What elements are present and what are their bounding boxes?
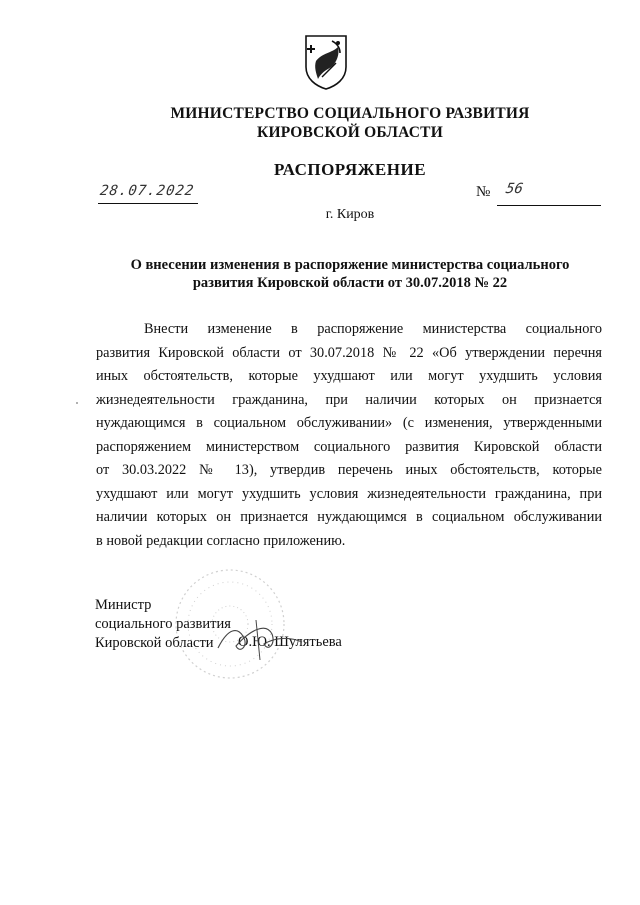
body-line: ухудшают или могут ухудшить условия жизнедеятельности гражданина, при: [96, 485, 602, 502]
body-line: распоряжением министерством социального развития Кировской области: [96, 438, 602, 455]
subject-line-2: развития Кировской области от 30.07.2018 № 22: [192, 275, 508, 291]
body-line: в новой редакции согласно приложению.: [96, 532, 346, 549]
signer-title-3: Кировской области: [95, 635, 214, 651]
body-line: жизнедеятельности гражданина, при наличии которых он признается: [96, 391, 602, 408]
signer-title-2: социального развития: [95, 616, 231, 632]
subject-line-1: О внесении изменения в распоряжение министерства социального: [130, 257, 570, 273]
body-line: нуждающимся в социальном обслуживании» (с изменения, утвержденными: [96, 415, 602, 431]
document-number: 56: [504, 181, 525, 197]
ministry-line-1: МИНИСТЕРСТВО СОЦИАЛЬНОГО РАЗВИТИЯ: [170, 105, 530, 122]
date-underline: [98, 203, 198, 204]
number-label: №: [476, 184, 491, 200]
city: г. Киров: [325, 207, 375, 222]
margin-dot-icon: [74, 400, 80, 406]
document-type: РАСПОРЯЖЕНИЕ: [273, 160, 427, 179]
signer-title-1: Министр: [95, 597, 152, 613]
body-line: от 30.03.2022 № 13), утвердив перечень иных обстоятельств, которые: [96, 462, 602, 478]
body-paragraph: [96, 318, 602, 553]
body-line: Внести изменение в распоряжение министерства социального: [144, 321, 602, 337]
body-line: развития Кировской области от 30.07.2018 № 22 «Об утверждении перечня: [96, 344, 602, 361]
body-line: иных обстоятельств, которые ухудшают или могут ухудшить условия: [96, 368, 602, 384]
number-underline: [497, 205, 601, 206]
body-line: наличии которых он признается нуждающимся в социальном обслуживании: [96, 509, 602, 525]
document-subject: [100, 256, 600, 292]
signer-name: О.Ю. Шулятьева: [238, 634, 342, 650]
document-date: 28.07.2022: [98, 183, 196, 199]
ministry-heading: [100, 104, 600, 142]
handwritten-signature-icon: [210, 608, 320, 668]
coat-of-arms-icon: [302, 33, 350, 91]
ministry-line-2: КИРОВСКОЙ ОБЛАСТИ: [257, 124, 443, 141]
